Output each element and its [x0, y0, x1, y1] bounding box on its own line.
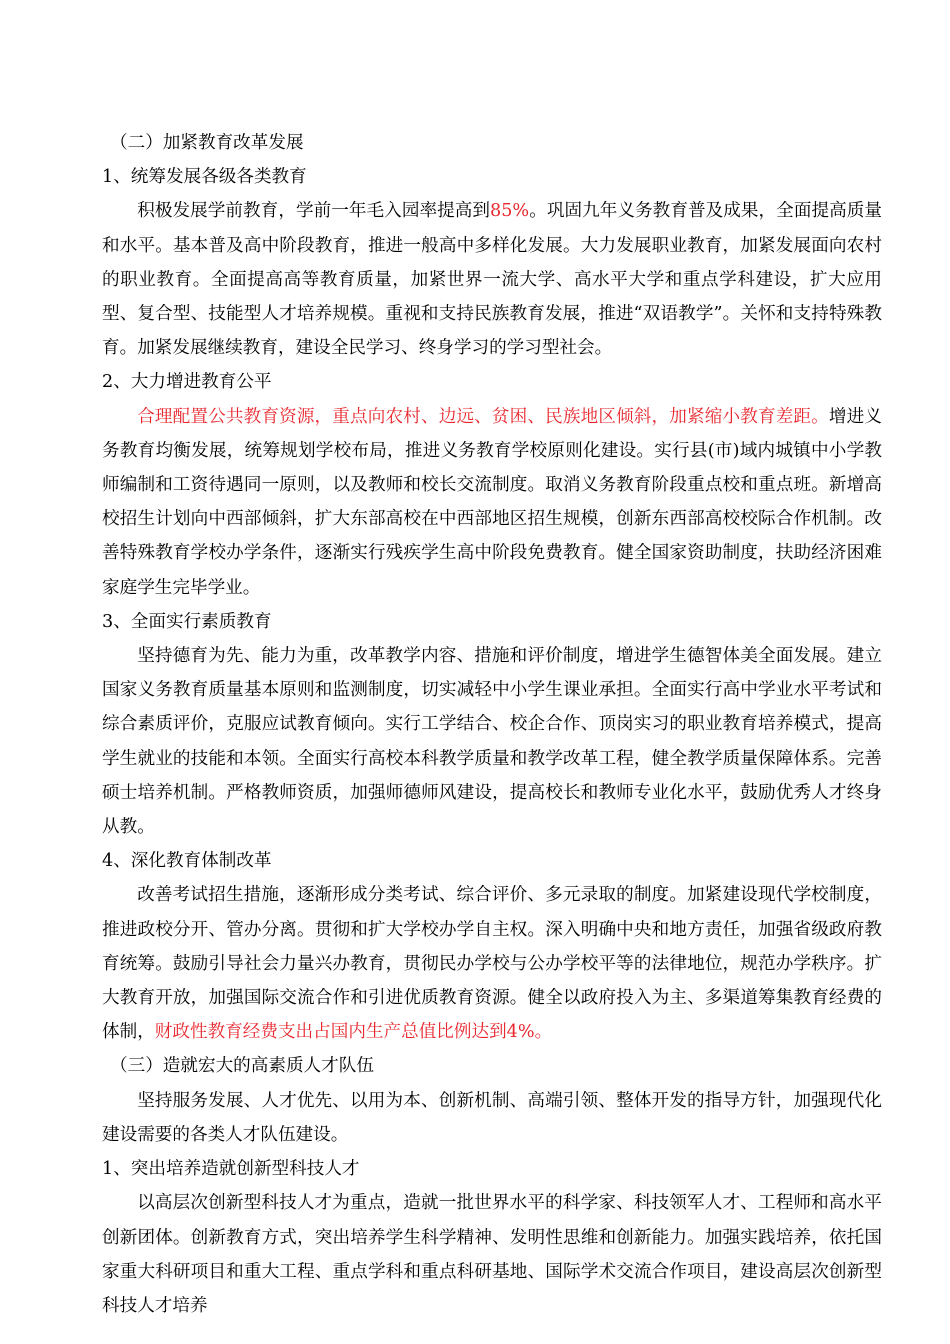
paragraph-innovative-talent [102, 1186, 882, 1323]
paragraph-education-equity [102, 400, 882, 605]
text-run: 改善考试招生措施，逐渐形成分类考试、综合评价、多元录取的制度。加紧建设现代学校制度，推进政校分开、管办分离。贯彻和扩大学校办学自主权。深入明确中央和地方责任，加强省级政府教育统筹。鼓励引导社会力量兴办教育，贯彻民办学校与公办学校平等的法律地位，规范办学秩序。扩大教育开放，加强国际交流合作和引进优质教育资源。健全以政府投入为主、多渠道筹集教育经费的体制， [102, 885, 882, 1043]
paragraph-talent-team [102, 1084, 882, 1152]
section-heading-talent-team: （三）造就宏大的高素质人才队伍 [110, 1056, 374, 1077]
text-run: 增进义务教育均衡发展，统筹规划学校布局，推进义务教育学校原则化建设。实行县(市)域内城镇中小学教师编制和工资待遇同一原则，以及教师和校长交流制度。取消义务教育阶段重点校和重点班。新增高校招生计划向中西部倾斜，扩大东部高校在中西部地区招生规模，创新东西部高校校际合作机制。改善特殊教育学校办学条件，逐渐实行残疾学生高中阶段免费教育。健全国家资助制度，扶助经济困难家庭学生完毕学业。 [102, 406, 882, 598]
subsection-heading-system-reform: 4、深化教育体制改革 [102, 851, 272, 872]
section-heading-education-reform: （二）加紧教育改革发展 [110, 133, 304, 153]
highlighted-text-run: 85% [490, 201, 530, 222]
paragraph-system-reform [102, 878, 882, 1049]
highlighted-text-run: 合理配置公共教育资源，重点向农村、边远、贫困、民族地区倾斜，加紧缩小教育差距。 [137, 406, 829, 427]
text-run: 坚持服务发展、人才优先、以用为本、创新机制、高端引领、整体开发的指导方针，加强现代化建设需要的各类人才队伍建设。 [102, 1090, 882, 1145]
subsection-heading-education-equity: 2、大力增进教育公平 [102, 372, 272, 393]
paragraph-coordinated-development [102, 194, 882, 365]
text-run: 以高层次创新型科技人才为重点，造就一批世界水平的科学家、科技领军人才、工程师和高水平创新团体。创新教育方式，突出培养学生科学精神、发明性思维和创新能力。加强实践培养，依托国家重大科研项目和重大工程、重点学科和重点科研基地、国际学术交流合作项目，建设高层次创新型科技人才培养 [102, 1193, 882, 1316]
document-body [102, 126, 882, 1323]
text-run: 坚持德育为先、能力为重，改革教学内容、措施和评价制度，增进学生德智体美全面发展。建立国家义务教育质量基本原则和监测制度，切实减轻中小学生课业承担。全面实行高中学业水平考试和综合素质评价，克服应试教育倾向。实行工学结合、校企合作、顶岗实习的职业教育培养模式，提高学生就业的技能和本领。全面实行高校本科教学质量和教学改革工程，健全教学质量保障体系。完善硕士培养机制。严格教师资质，加强师德师风建设，提高校长和教师专业化水平，鼓励优秀人才终身从教。 [102, 646, 882, 838]
text-run: 积极发展学前教育，学前一年毛入园率提高到 [137, 201, 491, 222]
subsection-heading-innovative-talent: 1、突出培养造就创新型科技人才 [102, 1159, 360, 1180]
subsection-heading-quality-education: 3、全面实行素质教育 [102, 611, 272, 632]
text-run: 。巩固九年义务教育普及成果，全面提高质量和水平。基本普及高中阶段教育，推进一般高中多样化发展。大力发展职业教育，加紧发展面向农村的职业教育。全面提高高等教育质量，加紧世界一流大学、高水平大学和重点学科建设，扩大应用型、复合型、技能型人才培养规模。重视和支持民族教育发展，推进“双语教学”。关怀和支持特殊教育。加紧发展继续教育，建设全民学习、终身学习的学习型社会。 [102, 201, 882, 359]
highlighted-text-run: 财政性教育经费支出占国内生产总值比例达到4%。 [154, 1022, 553, 1043]
subsection-heading-coordinated-development: 1、统筹发展各级各类教育 [102, 167, 307, 188]
paragraph-quality-education [102, 639, 882, 844]
